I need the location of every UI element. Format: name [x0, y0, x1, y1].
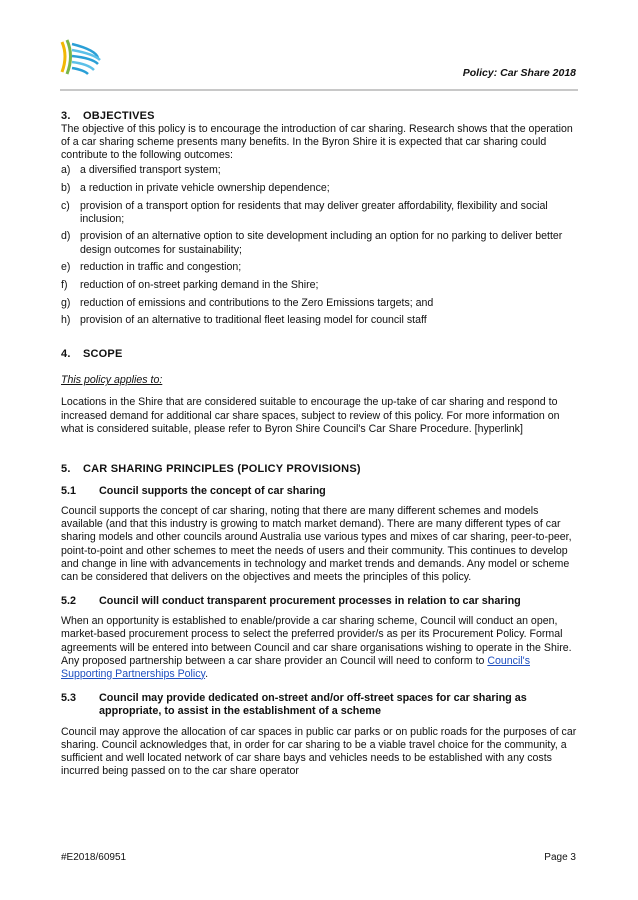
scope-applies-label: This policy applies to: [61, 374, 163, 387]
section-3-intro: The objective of this policy is to encourage the introduction of car sharing. Research shows that the operation of a car sharing scheme presents many benefits. In the Byron Shire it is expected that car sharing could contribute to the following outcomes: [61, 123, 573, 162]
header-divider [60, 89, 578, 91]
list-item: c) provision of a transport option for residents that may deliver greater affordability, flexibility and social inclusion; [61, 199, 548, 225]
subsection-5-2-heading: 5.2 Council will conduct transparent procurement processes in relation to car sharing [61, 594, 521, 607]
list-item: d) provision of an alternative option to site development including an option for no parking to deliver better design outcomes for sustainability; [61, 230, 563, 256]
page-content [61, 109, 578, 778]
list-item: e) reduction in traffic and congestion; [61, 261, 242, 274]
subsection-5-1-body: Council supports the concept of car sharing, noting that there are many different schemes and models available (and that this industry is growing to match market demand). There are many different types of car sharing models and other councils around Australia use various types and mixes of car sharing, peer-to-peer, point-to-point and other schemes to meet the needs of users and their community. This continues to develop and change in line with advancements in technology and market trends and demands. Any model or scheme can be considered that delivers on the objectives and meets the principles of this policy. [61, 505, 572, 583]
subsection-5-3-heading: 5.3 Council may provide dedicated on-street and/or off-street spaces for car sharing as appropriate, to assist in the establishment of a scheme [61, 691, 527, 718]
list-item: h) provision of an alternative to traditional fleet leasing model for council staff [61, 314, 427, 327]
list-item: g) reduction of emissions and contributions to the Zero Emissions targets; and [61, 296, 434, 309]
objectives-list [61, 164, 578, 327]
subsection-5-1-heading: 5.1 Council supports the concept of car sharing [61, 484, 326, 497]
list-item: b) a reduction in private vehicle ownership dependence; [61, 181, 330, 194]
subsection-5-3-body: Council may approve the allocation of car spaces in public car parks or on public roads for the purposes of car sharing. Council acknowledges that, in order for car sharing to be a viable travel choice for the community, a sufficient and well located network of car share bays and vehicles needs to be established with any costs incurred being passed on to the car share operator [61, 725, 577, 778]
scope-body: Locations in the Shire that are considered suitable to encourage the up-take of car sharing and respond to increased demand for additional car share spaces, subject to review of this policy. For more information on what is considered suitable, please refer to Byron Shire Council's Car Share Procedure. [hyperlink] [61, 396, 560, 435]
council-logo-icon [56, 36, 104, 78]
list-item: f) reduction of on-street parking demand in the Shire; [61, 278, 319, 291]
supporting-partnerships-policy-link[interactable]: Council's Supporting Partnerships Policy [61, 654, 530, 680]
header-title: Policy: Car Share 2018 [462, 67, 576, 79]
section-3-heading: 3. OBJECTIVES [61, 110, 155, 122]
page-number: Page 3 [544, 852, 576, 863]
list-item: a) a diversified transport system; [61, 164, 221, 177]
document-reference: #E2018/60951 [61, 852, 127, 863]
subsection-5-2-body: When an opportunity is established to enable/provide a car sharing scheme, Council will conduct an open, market-based procurement process to select the preferred provider/s as per its Procurement Policy. Formal agreements will be entered into between Council and car share organisations wishing to operate in the Shire. Any proposed partnership between a car share provider an Council will need to conform to Council's Supporting Partnerships Policy. [61, 615, 572, 680]
section-4-heading: 4. SCOPE [61, 348, 123, 361]
section-5-heading: 5. CAR SHARING PRINCIPLES (POLICY PROVISIONS) [61, 462, 361, 475]
